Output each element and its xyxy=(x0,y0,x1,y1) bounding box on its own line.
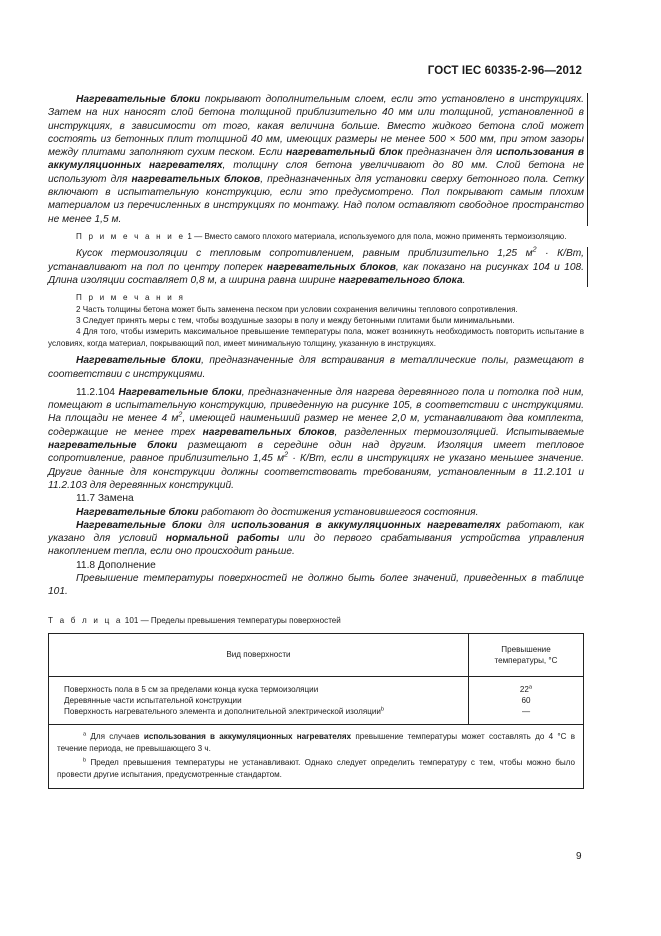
paragraph-insulation: Кусок термоизоляции с тепловым сопротивлением, равным приблизительно 1,25 $м^2 \cdot К/Вт$, устанавливают на пол по центру поперек нагревательных блоков, как показано на рисунках 104 и 108. Длина изоляции составляет 0,8 м, а ширина равна ширине нагревательного блока. xyxy=(48,247,588,287)
table-row: Поверхность пола в 5 см за пределами конца куска термоизоляции xyxy=(64,684,319,694)
section-11-7-title: 11.7 Замена xyxy=(76,493,134,505)
table-value: 60 xyxy=(521,695,531,705)
table-value: — xyxy=(521,706,531,716)
note-1: П р и м е ч а н и е 1 — Вместо самого плохого материала, используемого для пола, можно применять термоизоляцию. xyxy=(76,231,567,241)
table-row: Деревянные части испытательной конструкции xyxy=(64,695,242,705)
paragraph-limits: Превышение температуры поверхностей не должно быть более значений, приведенных в таблице 101. xyxy=(48,573,584,598)
table-caption: Т а б л и ц а 101 — Пределы превышения температуры поверхностей xyxy=(48,615,341,625)
paragraph-11-2-104: 11.2.104 Нагревательные блоки, предназначенные для нагрева деревянного пола и потолка под ним, помещают в испытательную конструкцию, приведенную на рисунке 105, в соответствии с инструкциями. На площади не менее 4 $м^2$, имеющей наименьший размер не менее 2,0 м, устанавливают два комплекта, содержащие не менее трех нагревательных блоков, разделенных термоизоляцией. Испытываемые нагревательные блоки размещают в середине один над другим. Изоляция имеет тепловое сопротивление, равное приблизительно 1,45 $м^2 \cdot К/Вт$, если в инструкциях не указано меньшее значение. Другие данные для конструкции должны соответствовать требованиям, установленным в 11.2.101 и 11.2.103 для деревянных конструкций. xyxy=(48,386,585,491)
notes-heading: П р и м е ч а н и я xyxy=(76,293,186,303)
page-number: 9 xyxy=(576,851,582,862)
table-footnotes xyxy=(49,725,584,789)
paragraph-storage-heaters: Нагревательные блоки для использования в аккумуляционных нагревателях работают, как указано для условий нормальной работы или до первого срабатывания устройства управления накоплением тепла, если оно происходит раньше. xyxy=(48,519,585,558)
note-3: 3 Следует принять меры с тем, чтобы воздушные зазоры в полу и между бетонными плитами были минимальными. xyxy=(76,316,515,326)
paragraph-steady-state: Нагревательные блоки работают до достижения установившегося состояния. xyxy=(76,506,479,518)
column-header-temperature: Превышение температуры, °С xyxy=(469,633,584,676)
footnote-b: $^b$ Предел превышения температуры не устанавливают. Однако следует определить температуру с тем, чтобы можно было провести другие испытания, предусмотренные стандартом. xyxy=(57,757,575,779)
table-row: Поверхность нагревательного элемента и дополнительной электрической изоляции$^b$ xyxy=(64,705,385,716)
note-2: 2 Часть толщины бетона может быть заменена песком при условии сохранения величины теплового сопротивления. xyxy=(76,304,518,314)
paragraph-concrete-layer: Нагревательные блоки покрывают дополнительным слоем, если это установлено в инструкциях. Затем на них наносят слой бетона толщиной приблизительно 40 мм или толщиной, установленной в инструкциях, в зависимости от того, какая величина больше. Вместо жидкого бетона слой может состоять из бетонных плит толщиной 40 мм, имеющих размеры не менее 500 × 500 мм, при этом зазоры между плитами заполняют сухим песком. Если нагревательный блок предназначен для использования в аккумуляционных нагревателях, толщину слоя бетона увеличивают до 80 мм. Слой бетона не используют для нагревательных блоков, предназначенных для установки сверху бетонного пола. Сетку включают в испытательную конструкцию, если это предусмотрено. Пол покрывают самым плохим материалом из перечисленных в инструкциях по монтажу. Над полом оставляют свободное пространство не менее 1,5 м. xyxy=(48,93,588,226)
document-header: ГОСТ IEC 60335-2-96—2012 xyxy=(427,65,582,77)
paragraph-metal-floors: Нагревательные блоки, предназначенные для встраивания в металлические полы, размещают в соответствии с инструкциями. xyxy=(48,355,585,380)
page-content xyxy=(48,93,584,789)
value-list-cell xyxy=(469,676,584,724)
note-4: 4 Для того, чтобы измерить максимальное превышение температуры пола, может возникнуть необходимость повторить испытание в условиях, когда материал, покрывающий пол, имеет минимальную толщину, указанную в инструкциях. xyxy=(48,327,584,348)
table-value: $22^а$ xyxy=(519,684,533,694)
section-11-8-title: 11.8 Дополнение xyxy=(76,559,156,571)
temperature-limits-table xyxy=(48,633,584,789)
footnote-a: $^а$ Для случаев использования в аккумуляционных нагревателях превышение температуры может составлять до 4 °С в течение периода, не превышающего 3 ч. xyxy=(57,731,575,753)
column-header-surface: Вид поверхности xyxy=(49,633,469,676)
surface-list-cell xyxy=(49,676,469,724)
